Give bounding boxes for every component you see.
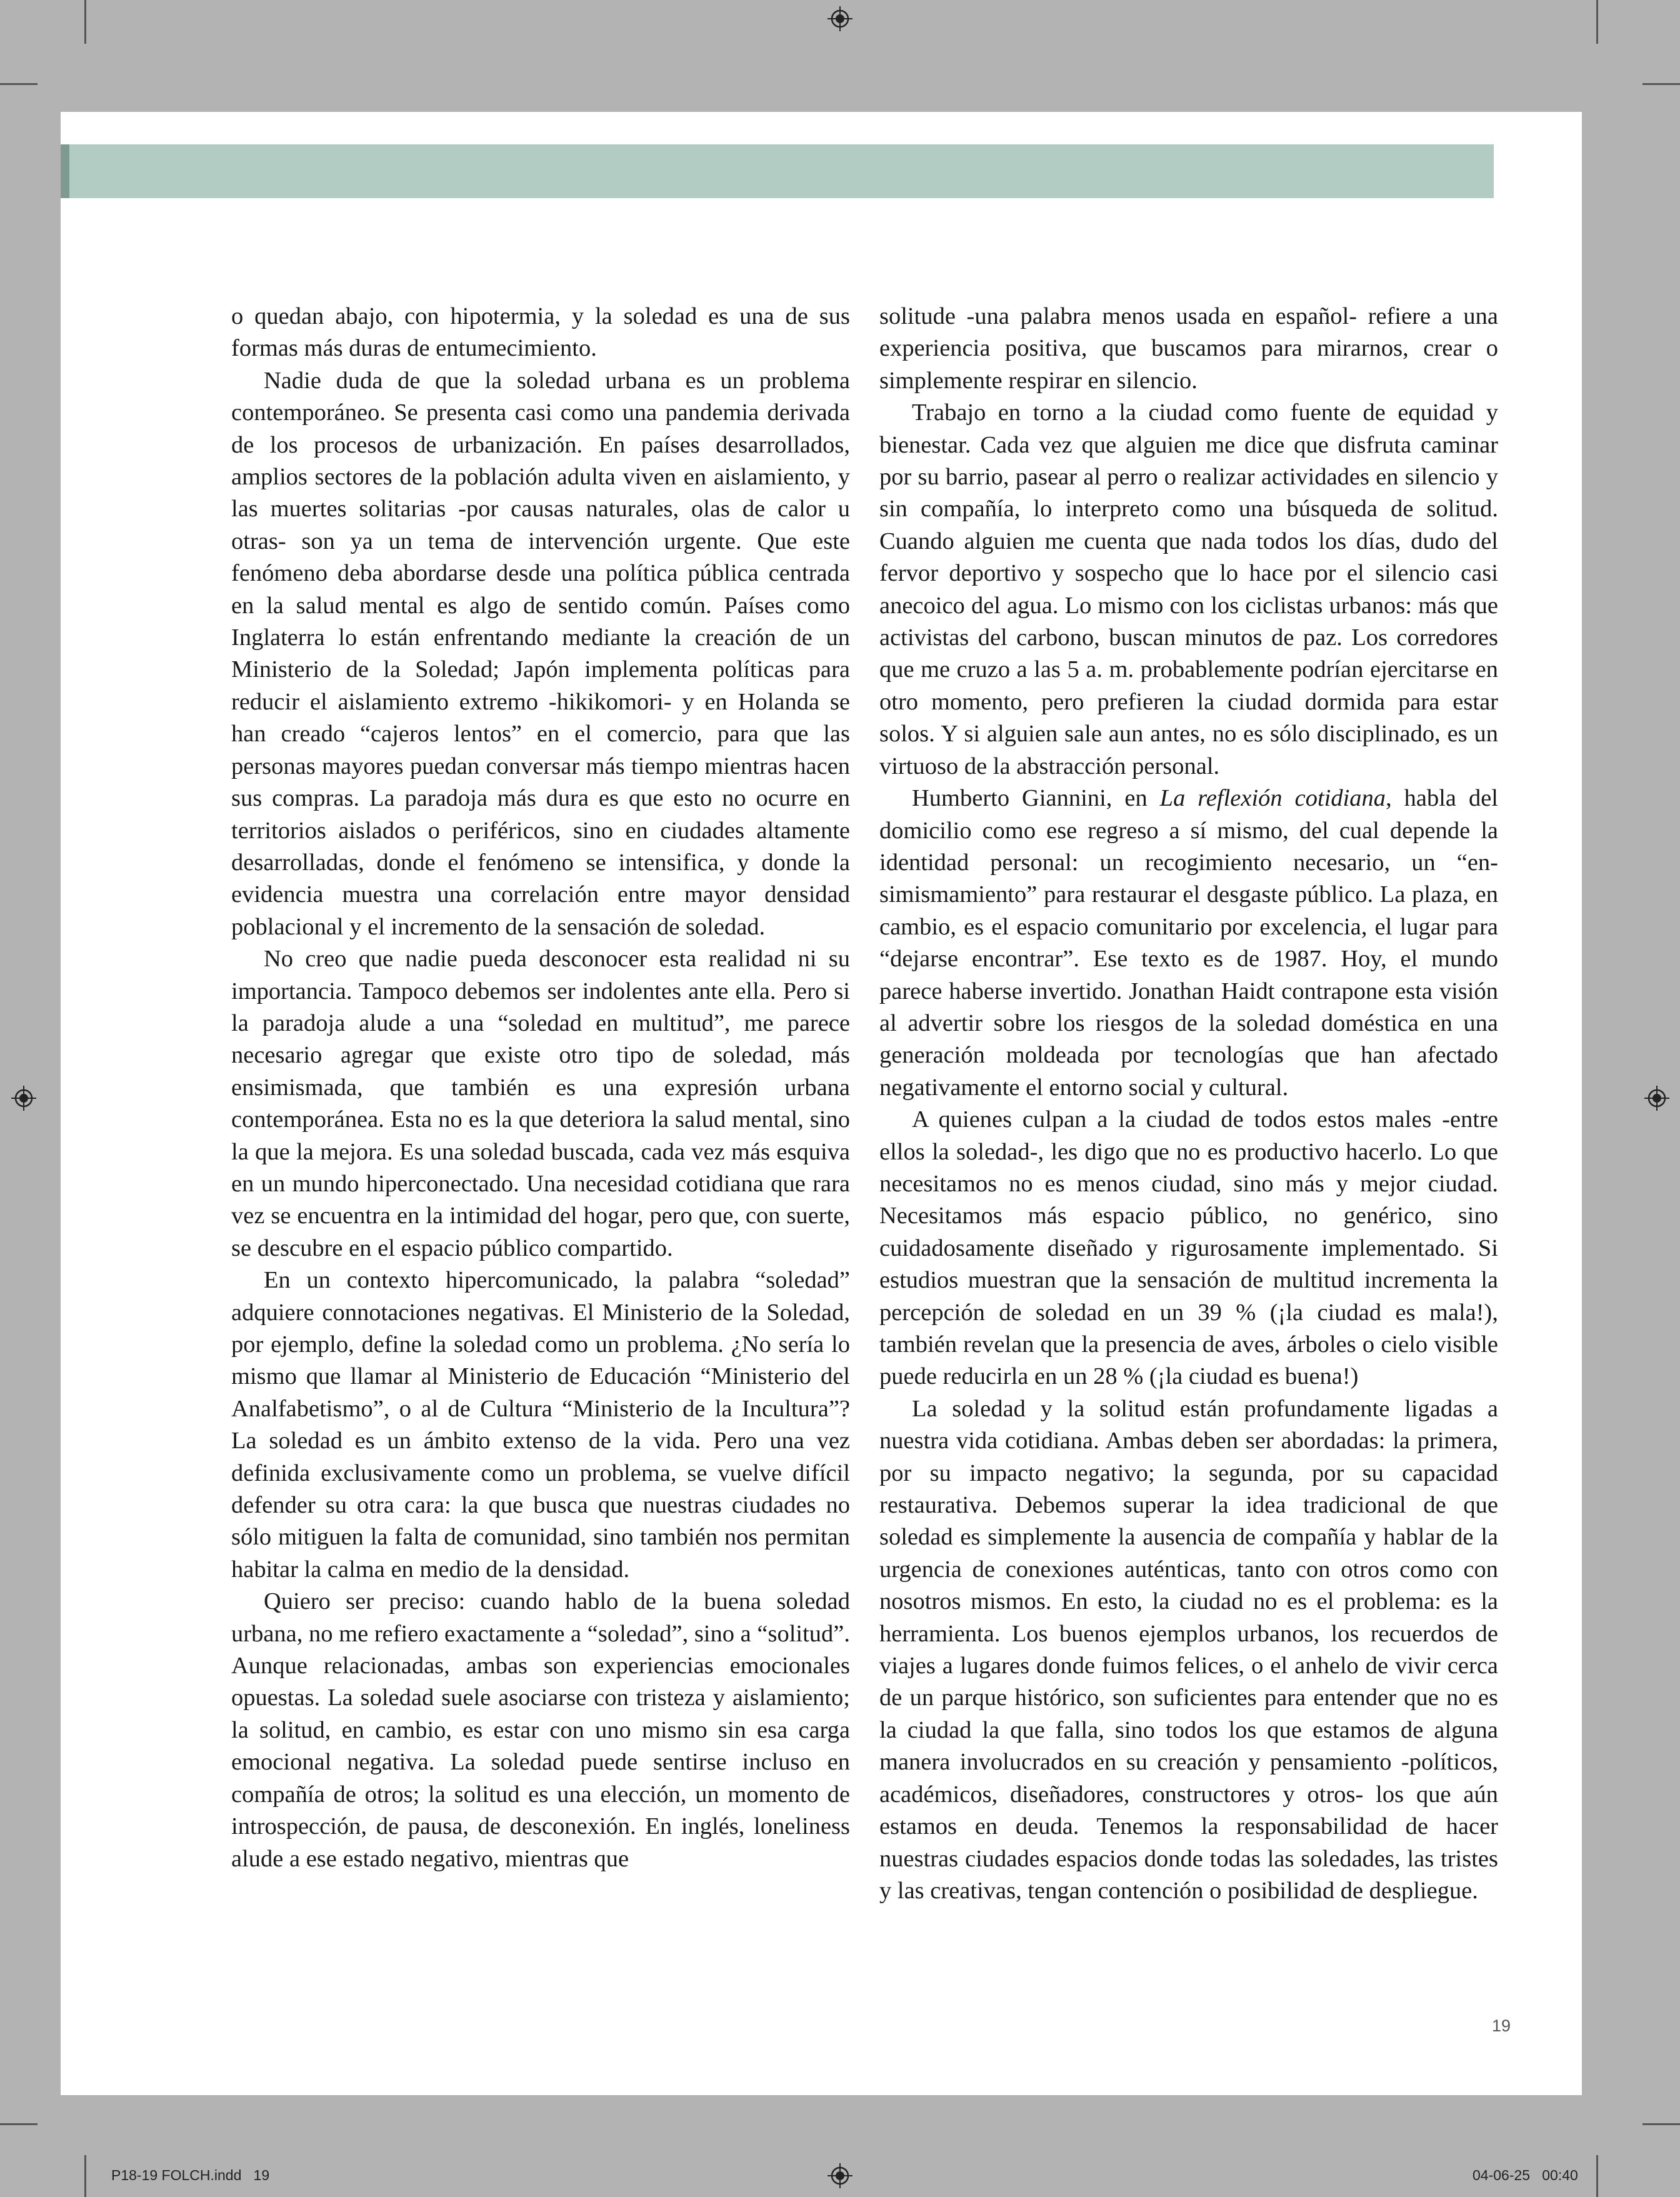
paragraph xyxy=(879,783,1498,1104)
crop-mark-left-top xyxy=(0,83,38,85)
page-sheet xyxy=(61,112,1582,2095)
crop-mark-right-top xyxy=(1642,83,1680,85)
paragraph: No creo que nadie pueda desconocer esta realidad ni su importancia. Tampoco debemos ser indolentes ante ella. Pero si la paradoja alude a una “soledad en multitud”, me parece necesario agregar que existe otro tipo de soledad, más ensimismada, que también es una expresión urbana contemporánea. Esta no es la que deteriora la salud mental, sino la que la mejora. Es una soledad buscada, cada vez más esquiva en un mundo hiperconectado. Una necesidad cotidiana que rara vez se encuentra en la intimidad del hogar, pero que, con suerte, se descubre en el espacio público compartido. xyxy=(231,946,850,1261)
crop-mark-right-bottom xyxy=(1642,2123,1680,2125)
book-title: La reflexión cotidiana xyxy=(1159,785,1386,812)
header-band-edge xyxy=(61,144,69,198)
slug-file-info: P18-19 FOLCH.indd 19 xyxy=(111,2167,270,2183)
paragraph: En un contexto hipercomunicado, la palabra “soledad” adquiere connotaciones negativas. El Ministerio de la Soledad, por ejemplo, define la soledad como un problema. ¿No sería lo mismo que llamar al Ministerio de Educación “Ministerio del Analfabetismo”, o al de Cultura “Ministerio de la Incultura”? La soledad es un ámbito extenso de la vida. Pero una vez definida exclusivamente como un problema, se vuelve difícil defender su otra cara: la que busca que nuestras ciudades no sólo mitiguen la falta de comunidad, sino también nos permitan habitar la calma en medio de la densidad. xyxy=(231,1267,850,1583)
paragraph: Nadie duda de que la soledad urbana es un problema contemporáneo. Se presenta casi como una pandemia derivada de los procesos de urbanización. En países desarrollados, amplios sectores de la población adulta viven en aislamiento, y las muertes solitarias -por causas naturales, olas de calor u otras- son ya un tema de intervención urgente. Que este fenómeno deba abordarse desde una política pública centrada en la salud mental es algo de sentido común. Países como Inglaterra lo están enfrentando mediante la creación de un Ministerio de la Soledad; Japón implementa políticas para reducir el aislamiento extremo -hikikomori- y en Holanda se han creado “cajeros lentos” en el comercio, para que las personas mayores puedan conversar más tiempo mientras hacen sus compras. La paradoja más dura es que esto no ocurre en territorios aislados o periféricos, sino en ciudades altamente desarrolladas, donde el fenómeno se intensifica, y donde la evidencia muestra una correlación entre mayor densidad poblacional y el incremento de la sensación de soledad. xyxy=(231,367,850,940)
registration-mark-left-icon xyxy=(11,1086,36,1111)
crop-mark-top-right xyxy=(1596,0,1598,44)
crop-mark-bottom-right xyxy=(1596,2155,1598,2197)
text-column-left xyxy=(231,301,850,1875)
text-column-right xyxy=(879,301,1498,1907)
crop-mark-bottom-left xyxy=(84,2155,86,2197)
page-number: 19 xyxy=(1492,2016,1511,2035)
paragraph-text: , habla del domicilio como ese regreso a sí mismo, del cual depende la identidad personal: un recogimiento necesario, un “ensimismamiento” para restaurar el desgaste público. La plaza, en cambio, es el espacio comunitario por excelencia, el lugar para “dejarse encontrar”. Ese texto es de 1987. Hoy, el mundo parece haberse invertido. Jonathan Haidt contrapone esta visión al advertir sobre los riesgos de la soledad doméstica en una generación moldeada por tecnologías que han afectado negativamente el entorno social y cultural. xyxy=(879,785,1498,1101)
registration-mark-top-icon xyxy=(828,6,852,31)
crop-mark-left-bottom xyxy=(0,2123,38,2125)
header-color-band xyxy=(61,144,1494,198)
paragraph: o quedan abajo, con hipotermia, y la soledad es una de sus formas más duras de entumecimiento. xyxy=(231,303,850,362)
registration-mark-bottom-icon xyxy=(828,2163,852,2188)
paragraph: La soledad y la solitud están profundamente ligadas a nuestra vida cotidiana. Ambas deben ser abordadas: la primera, por su impacto negativo; la segunda, por su capacidad restaurativa. Debemos superar la idea tradicional de que soledad es simplemente la ausencia de compañía y hablar de la urgencia de conexiones auténticas, tanto con otros como con nosotros mismos. En esto, la ciudad no es el problema: es la herramienta. Los buenos ejemplos urbanos, los recuerdos de viajes a lugares donde fuimos felices, o el anhelo de vivir cerca de un parque histórico, son suficientes para entender que no es la ciudad la que falla, sino todos los que estamos de alguna manera involucrados en su creación y pensamiento -políticos, académicos, diseñadores, constructores y otros- los que aún estamos en deuda. Tenemos la responsabilidad de hacer nuestras ciudades espacios donde todas las soledades, las tristes y las creativas, tengan contención o posibilidad de despliegue. xyxy=(879,1395,1498,1904)
paragraph: Trabajo en torno a la ciudad como fuente de equidad y bienestar. Cada vez que alguien me dice que disfruta caminar por su barrio, pasear al perro o realizar actividades en silencio y sin compañía, lo interpreto como una búsqueda de solitud. Cuando alguien me cuenta que nada todos los días, dudo del fervor deportivo y sospecho que lo hace por el silencio casi anecoico del agua. Lo mismo con los ciclistas urbanos: más que activistas del carbono, buscan minutos de paz. Los corredores que me cruzo a las 5 a. m. probablemente podrían ejercitarse en otro momento, pero prefieren la ciudad dormida para estar solos. Y si alguien sale aun antes, no es sólo disciplinado, es un virtuoso de la abstracción personal. xyxy=(879,399,1498,779)
crop-mark-top-left xyxy=(84,0,86,44)
paragraph: A quienes culpan a la ciudad de todos estos males -entre ellos la soledad-, les digo que no es productivo hacerlo. Lo que necesitamos no es menos ciudad, sino más y mejor ciudad. Necesitamos más espacio público, no genérico, sino cuidadosamente diseñado y rigurosamente implementado. Si estudios muestran que la sensación de multitud incrementa la percepción de soledad en un 39 % (¡la ciudad es mala!), también revelan que la presencia de aves, árboles o cielo visible puede reducirla en un 28 % (¡la ciudad es buena!) xyxy=(879,1106,1498,1390)
paragraph: solitude -una palabra menos usada en español- refiere a una experiencia positiva, que buscamos para mirarnos, crear o simplemente respirar en silencio. xyxy=(879,303,1498,394)
paragraph: Quiero ser preciso: cuando hablo de la buena soledad urbana, no me refiero exactamente a “soledad”, sino a “solitud”. Aunque relacionadas, ambas son experiencias emocionales opuestas. La soledad suele asociarse con tristeza y aislamiento; la solitud, en cambio, es estar con uno mismo sin esa carga emocional negativa. La soledad puede sentirse incluso en compañía de otros; la solitud es una elección, un momento de introspección, de pausa, de desconexión. En inglés, loneliness alude a ese estado negativo, mientras que xyxy=(231,1588,850,1872)
registration-mark-right-icon xyxy=(1644,1086,1669,1111)
slug-date-time: 04-06-25 00:40 xyxy=(1472,2167,1578,2183)
paragraph-text: Humberto Giannini, en xyxy=(912,785,1160,812)
